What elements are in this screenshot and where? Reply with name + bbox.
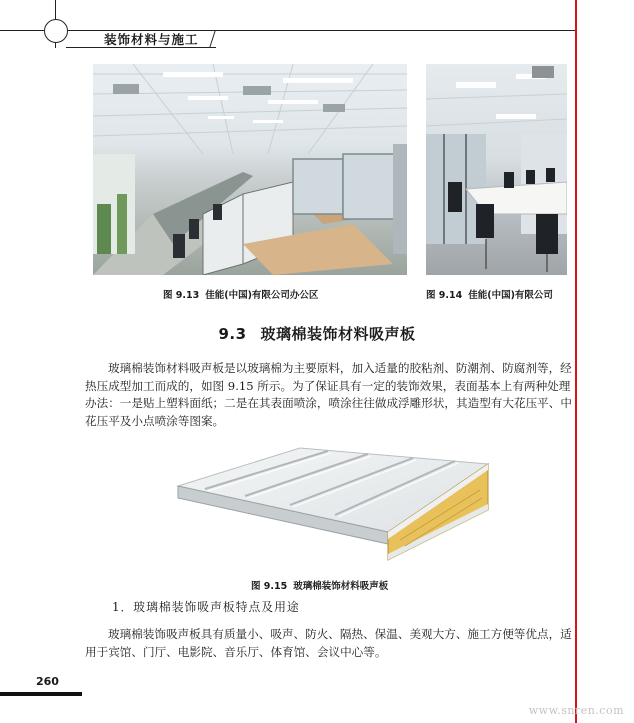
figure-caption-text: 玻璃棉装饰材料吸声板 [293,581,389,592]
header-slant [209,30,216,48]
figure-caption-text: 佳能(中国)有限公司办公区 [205,290,319,301]
figure-9-15-caption [251,578,388,592]
running-header-title: 装饰材料与施工 [104,32,199,47]
page-number: 260 [36,675,59,688]
body-paragraph: 玻璃棉装饰吸声板具有质量小、吸声、防火、隔热、保温、美观大方、施工方便等优点，适用于宾馆、门厅、电影院、音乐厅、体育馆、会议中心等。 [85,627,572,659]
office-area-photo [93,64,407,275]
body-paragraph: 玻璃棉装饰材料吸声板是以玻璃棉为主要原料，加入适量的胶粘剂、防潮剂、防腐剂等，经热压成型加工而成的，如图 9.15 所示。为了保证具有一定的装饰效果，表面基本上有两种处理办法：一是贴上塑料面纸；二是在其表面喷涂，喷涂往往做成浮雕形状，其造型有大花压平、中花压平及小点喷涂等图案。 [85,361,572,429]
figure-caption-text: 佳能(中国)有限公司 [468,290,553,301]
footer-rule [0,692,82,696]
margin-red-rule [575,0,577,723]
figure-number: 图 9.14 [426,290,463,301]
glass-wool-panel-photo [170,440,490,568]
meeting-room-illustration [426,64,567,275]
section-heading [0,323,634,344]
subsection-heading: 1．玻璃棉装饰吸声板特点及用途 [112,600,300,614]
figure-9-14-caption [426,287,553,301]
glass-wool-panel-illustration [170,440,490,568]
figure-number: 图 9.13 [163,290,200,301]
figure-9-13-caption [163,287,318,301]
watermark: www.snren.com [528,704,624,717]
section-title-text: 玻璃棉装饰材料吸声板 [260,325,416,343]
figure-number: 图 9.15 [251,581,288,592]
header-circle-ornament [44,19,68,43]
section-number: 9.3 [218,325,247,343]
header-top-rule [0,30,44,31]
office-area-illustration [93,64,407,275]
meeting-room-photo [426,64,567,275]
